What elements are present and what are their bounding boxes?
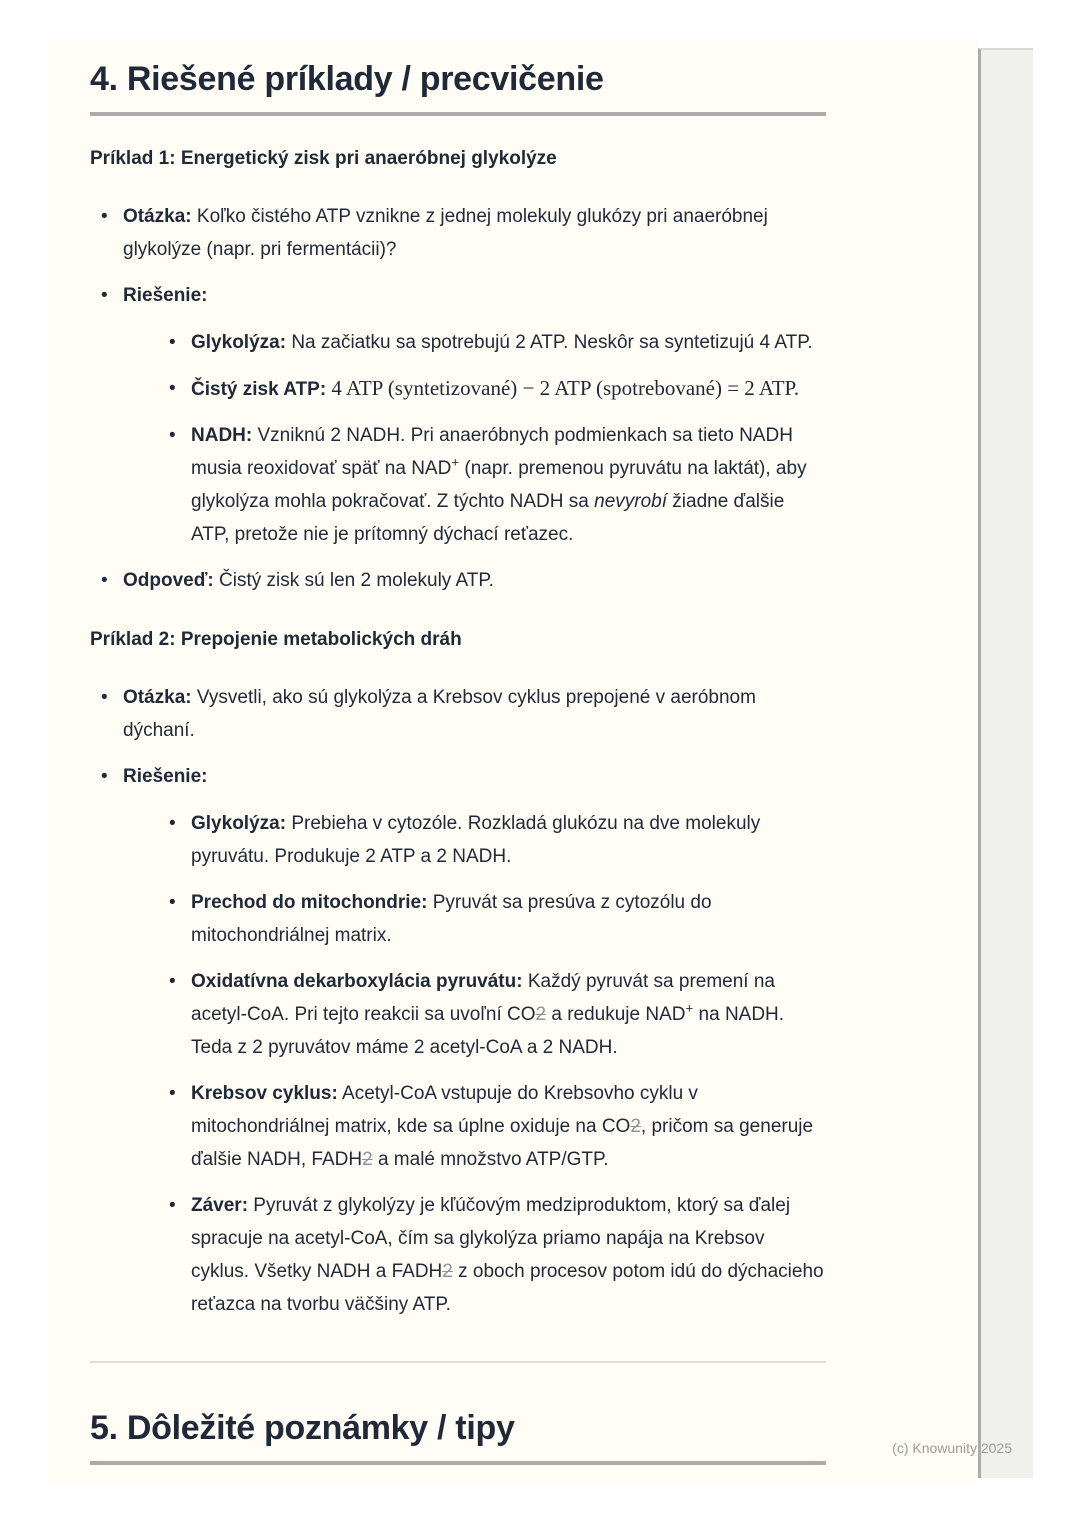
- list-item-odpoved: [90, 564, 826, 597]
- section-4-heading: 4. Riešené príklady / precvičenie: [90, 60, 604, 98]
- glykolyza-2-text: Prebieha v cytozóle. Rozkladá glukózu na dve molekuly pyruvátu. Produkuje 2 ATP a 2 NADH.: [191, 813, 761, 867]
- oxidacia-text-1: Každý pyruvát sa premení na acetyl-CoA. Pri tejto reakcii sa uvoľní CO: [191, 971, 775, 1025]
- oxidacia-label: Oxidatívna dekarboxylácia pyruvátu:: [191, 971, 523, 992]
- glykolyza-label: Glykolýza:: [191, 332, 287, 353]
- oxidacia-text-3: na NADH. Teda z 2 pyruvátov máme 2 acetyl-CoA a 2 NADH.: [191, 1004, 785, 1058]
- list-item-otazka-1: [90, 200, 826, 266]
- copyright-notice: (c) Knowunity 2025: [892, 1440, 1012, 1456]
- example-1-title: Príklad 1: Energetický zisk pri anaeróbnej glykolýze: [90, 148, 557, 169]
- riesenie-1-sublist: [123, 326, 826, 551]
- zaver-label: Záver:: [191, 1195, 249, 1216]
- krebs-subscript-2a: 2: [630, 1116, 641, 1137]
- list-item-cisty-zisk: [158, 372, 826, 406]
- nadh-text-3: žiadne ďalšie ATP, pretože nie je prítomný dýchací reťazec.: [191, 491, 785, 545]
- krebs-label: Krebsov cyklus:: [191, 1083, 338, 1104]
- odpoved-label: Odpoveď:: [123, 570, 214, 591]
- nadh-text-1: Vzniknú 2 NADH. Pri anaeróbnych podmienkach sa tieto NADH musia reoxidovať späť na NAD: [191, 425, 793, 479]
- zaver-text-2: z oboch procesov potom idú do dýchacieho reťazca na tvorbu väčšiny ATP.: [191, 1261, 824, 1315]
- section-5-heading-divider: [90, 1461, 826, 1465]
- oxidacia-text-2: a redukuje NAD: [546, 1004, 686, 1025]
- cisty-zisk-formula: 4 ATP (syntetizované) − 2 ATP (spotrebované) = 2 ATP.: [326, 376, 800, 400]
- otazka-text: Koľko čistého ATP vznikne z jednej molekuly glukózy pri anaeróbnej glykolýze (napr. pri fermentácii)?: [123, 206, 768, 260]
- list-item-prechod: [158, 886, 826, 952]
- list-item-oxidacia: [158, 965, 826, 1064]
- example-1-list: [90, 200, 826, 597]
- riesenie-label: Riešenie:: [123, 285, 208, 306]
- otazka-2-text: Vysvetli, ako sú glykolýza a Krebsov cyklus prepojené v aeróbnom dýchaní.: [123, 687, 756, 741]
- prechod-text: Pyruvát sa presúva z cytozólu do mitochondriálnej matrix.: [191, 892, 712, 946]
- riesenie-2-label: Riešenie:: [123, 766, 208, 787]
- nadh-superscript-plus: +: [451, 454, 460, 470]
- otazka-2-label: Otázka:: [123, 687, 192, 708]
- cisty-zisk-label: Čistý zisk ATP:: [191, 379, 327, 400]
- riesenie-2-sublist: [123, 807, 826, 1321]
- odpoved-text: Čistý zisk sú len 2 molekuly ATP.: [213, 570, 494, 591]
- zaver-subscript-2: 2: [442, 1261, 453, 1282]
- section-divider: [90, 1361, 826, 1363]
- zaver-text-1: Pyruvát z glykolýzy je kľúčovým medziproduktom, ktorý sa ďalej spracuje na acetyl-CoA, čím sa glykolýza priamo napája na Krebsov cyklus. Všetky NADH a FADH: [191, 1195, 791, 1282]
- krebs-text-1: Acetyl-CoA vstupuje do Krebsovho cyklu v mitochondriálnej matrix, kde sa úplne oxiduje na CO: [191, 1083, 698, 1137]
- otazka-label: Otázka:: [123, 206, 192, 227]
- list-item-nadh: [158, 419, 826, 551]
- oxidacia-subscript-2: 2: [535, 1004, 547, 1025]
- list-item-krebs: [158, 1077, 826, 1176]
- nadh-label: NADH:: [191, 425, 253, 446]
- nadh-text-2: (napr. premenou pyruvátu na laktát), aby glykolýza mohla pokračovať. Z týchto NADH sa: [191, 458, 807, 512]
- list-item-riesenie-1: [90, 279, 826, 551]
- list-item-glykolyza-1: [158, 326, 826, 359]
- list-item-glykolyza-2: [158, 807, 826, 873]
- list-item-otazka-2: [90, 681, 826, 747]
- krebs-text-2: , pričom sa generuje ďalšie NADH, FADH: [191, 1116, 814, 1170]
- glykolyza-text: Na začiatku sa spotrebujú 2 ATP. Neskôr sa syntetizujú 4 ATP.: [286, 332, 813, 353]
- krebs-subscript-2b: 2: [362, 1149, 373, 1170]
- prechod-label: Prechod do mitochondrie:: [191, 892, 428, 913]
- example-2-title: Príklad 2: Prepojenie metabolických dráh: [90, 629, 462, 650]
- heading-divider: [90, 112, 826, 116]
- section-5-heading: 5. Dôležité poznámky / tipy: [90, 1409, 515, 1447]
- list-item-riesenie-2: [90, 760, 826, 1321]
- document-page: [48, 40, 978, 1483]
- oxidacia-superscript-plus: +: [685, 1000, 694, 1016]
- krebs-text-3: a malé množstvo ATP/GTP.: [372, 1149, 609, 1170]
- list-item-zaver: [158, 1189, 826, 1321]
- nadh-emphasis: nevyrobí: [594, 491, 667, 512]
- example-2-list: [90, 681, 826, 1321]
- glykolyza-2-label: Glykolýza:: [191, 813, 287, 834]
- scrollbar-track[interactable]: [978, 48, 1033, 1478]
